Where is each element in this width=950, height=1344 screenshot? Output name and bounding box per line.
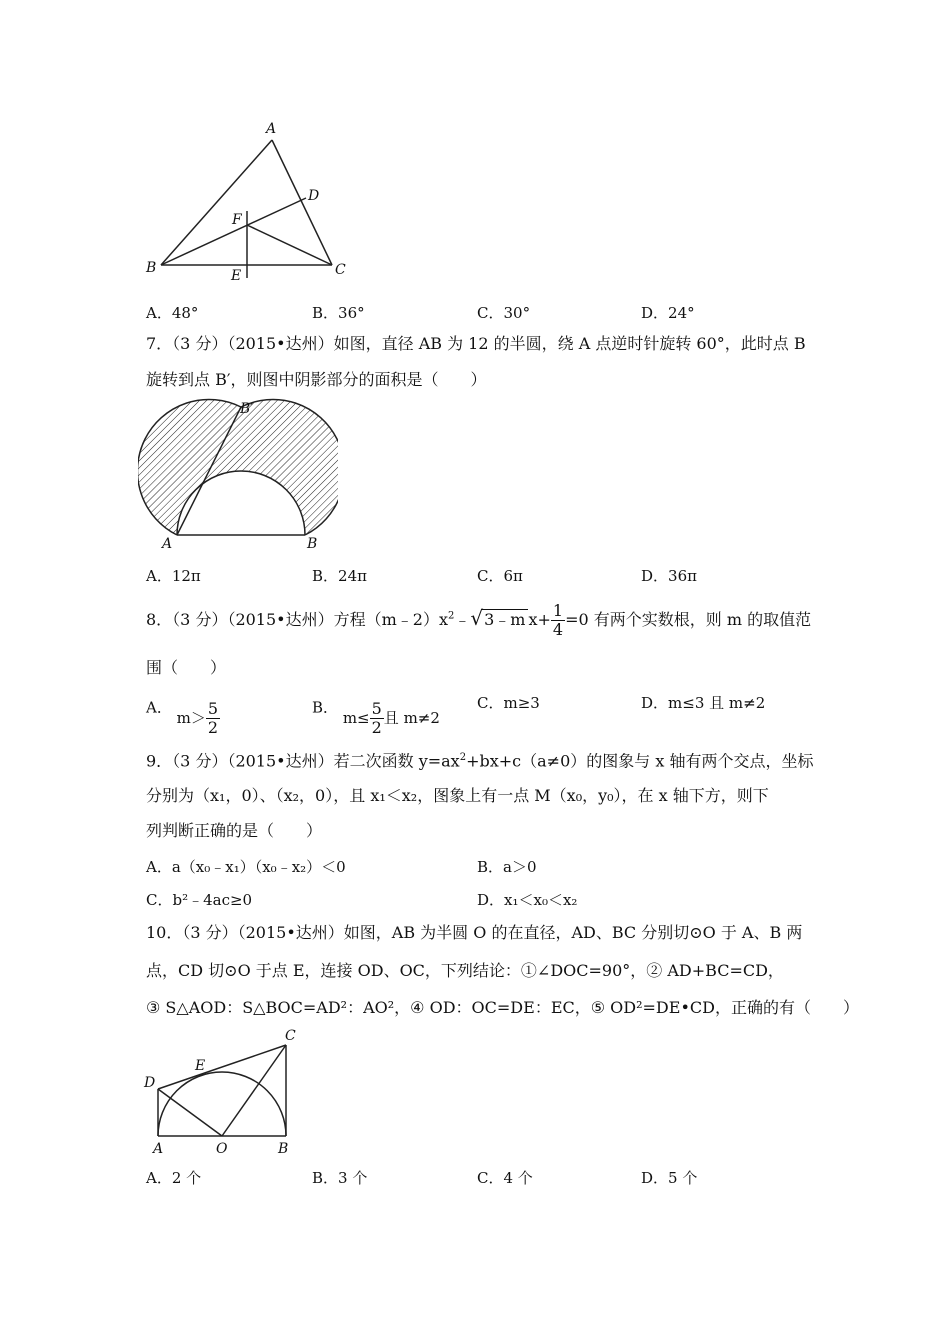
q9-option-a[interactable]: A．a（x₀﹣x₁）（x₀﹣x₂）＜0 (146, 858, 346, 876)
q8-option-b-post: 且 m≠2 (383, 708, 440, 727)
q9-stem-line3: 列判断正确的是（ ） (146, 821, 323, 840)
q6-option-c[interactable]: C．30° (477, 304, 531, 322)
q8-after-root: x+ (528, 610, 551, 629)
q8-radicand: 3﹣m (481, 609, 528, 630)
label-e: E (231, 268, 242, 284)
q8-fraction (551, 602, 565, 639)
label-d: D (144, 1075, 156, 1091)
label-b-prime: B′ (240, 401, 254, 417)
q8-option-a[interactable] (146, 690, 220, 737)
q7-option-d[interactable]: D．36π (641, 567, 697, 585)
segment-ac (272, 140, 332, 265)
q6-option-a[interactable]: A．48° (146, 304, 199, 322)
q7-stem-line1: 7．（3 分）（2015•达州）如图，直径 AB 为 12 的半圆，绕 A 点逆时针旋转 60°，此时点 B (146, 334, 806, 353)
label-e: E (195, 1058, 206, 1074)
label-b: B (307, 536, 318, 552)
segment-oc (222, 1045, 286, 1136)
q6-option-d[interactable]: D．24° (641, 304, 695, 322)
segment-ab (161, 140, 272, 265)
segment-od (158, 1089, 222, 1136)
q8-option-b-expr (342, 699, 440, 737)
q9-stem-line2: 分别为（x₁，0）、（x₂，0），且 x₁＜x₂，图象上有一点 M（x₀，y₀），在 x 轴下方，则下 (146, 786, 769, 805)
semicircle-rotation-figure (138, 398, 338, 553)
q8-option-b-num: 5 (371, 699, 382, 718)
q8-option-b-pre: m≤ (342, 708, 370, 727)
q8-frac-den: 4 (552, 620, 564, 639)
q8-stem-line2: 围（ ） (146, 658, 227, 677)
q8-option-a-frac (206, 700, 220, 737)
q10-stem-line1: 10．（3 分）（2015•达州）如图，AB 为半圆 O 的在直径，AD、BC 分别切⊙O 于 A、B 两 (146, 923, 803, 942)
q8-option-a-expr (176, 699, 220, 737)
q9-option-b[interactable]: B．a＞0 (477, 858, 537, 876)
q9-option-c[interactable]: C．b²﹣4ac≥0 (146, 891, 253, 909)
label-b: B (278, 1141, 289, 1157)
label-d: D (308, 188, 320, 204)
label-a: A (162, 536, 173, 552)
q8-square: 2 (447, 610, 455, 622)
tangent-dc (158, 1045, 286, 1089)
q8-option-b-frac (370, 700, 384, 737)
label-a: A (153, 1141, 164, 1157)
q7-option-a[interactable]: A．12π (146, 567, 201, 585)
segment-bd (161, 198, 306, 265)
label-f: F (232, 212, 242, 228)
q9-line1b: +bx+c（a≠0）的图象与 x 轴有两个交点，坐标 (466, 751, 814, 771)
q10-option-b[interactable]: B．3 个 (312, 1169, 368, 1187)
q8-option-c[interactable]: C．m≥3 (477, 694, 540, 712)
q8-prefix: 8．（3 分）（2015•达州）方程（m﹣2）x (146, 610, 448, 629)
q8-option-a-den: 2 (207, 718, 219, 737)
label-o: O (216, 1141, 228, 1157)
label-c: C (335, 262, 346, 278)
q6-option-b[interactable]: B．36° (312, 304, 365, 322)
q10-stem-line2: 点，CD 切⊙O 于点 E，连接 OD、OC，下列结论：①∠DOC=90°，② AD+BC=CD， (146, 961, 784, 980)
label-c: C (285, 1028, 296, 1044)
triangle-figure (138, 118, 358, 288)
q9-line1-sup: 2 (459, 752, 467, 763)
q10-stem-line3: ③ S△AOD：S△BOC=AD²：AO²，④ OD：OC=DE：EC，⑤ OD²=DE•CD，正确的有（ ） (146, 998, 859, 1017)
label-b: B (146, 260, 157, 276)
tangent-semicircle-figure (138, 1022, 318, 1162)
q8-option-a-label: A． (146, 698, 172, 717)
q8-option-b[interactable] (312, 690, 440, 737)
q7-option-c[interactable]: C．6π (477, 567, 523, 585)
label-a: A (266, 121, 277, 137)
q8-suffix: =0 有两个实数根，则 m 的取值范 (565, 610, 812, 629)
q9-option-d[interactable]: D．x₁＜x₀＜x₂ (477, 891, 578, 909)
q10-option-a[interactable]: A．2 个 (146, 1169, 202, 1187)
q10-option-c[interactable]: C．4 个 (477, 1169, 533, 1187)
q8-minus: ﹣ (454, 610, 471, 629)
q8-stem-line1: 8．（3 分）（2015•达州）方程$(m﹣2)x^2﹣√3﹣m$ x+ $\frac{1}{4}$ =0 有两个实数根，则 m 的取值范 (146, 601, 812, 639)
segment-fc (247, 225, 332, 265)
q7-option-b[interactable]: B．24π (312, 567, 367, 585)
q7-stem-line2: 旋转到点 B′，则图中阴影部分的面积是（ ） (146, 370, 487, 389)
q9-line1a: 9．（3 分）（2015•达州）若二次函数 y=ax (146, 751, 460, 771)
q8-frac-num: 1 (552, 601, 564, 620)
q8-option-d[interactable]: D．m≤3 且 m≠2 (641, 694, 766, 712)
q9-stem-line1 (146, 748, 813, 771)
q10-option-d[interactable]: D．5 个 (641, 1169, 698, 1187)
q8-option-a-num: 5 (207, 699, 219, 718)
q8-option-b-label: B． (312, 698, 339, 717)
q8-option-a-pre: m＞ (176, 708, 206, 727)
q8-option-b-den: 2 (371, 718, 382, 737)
